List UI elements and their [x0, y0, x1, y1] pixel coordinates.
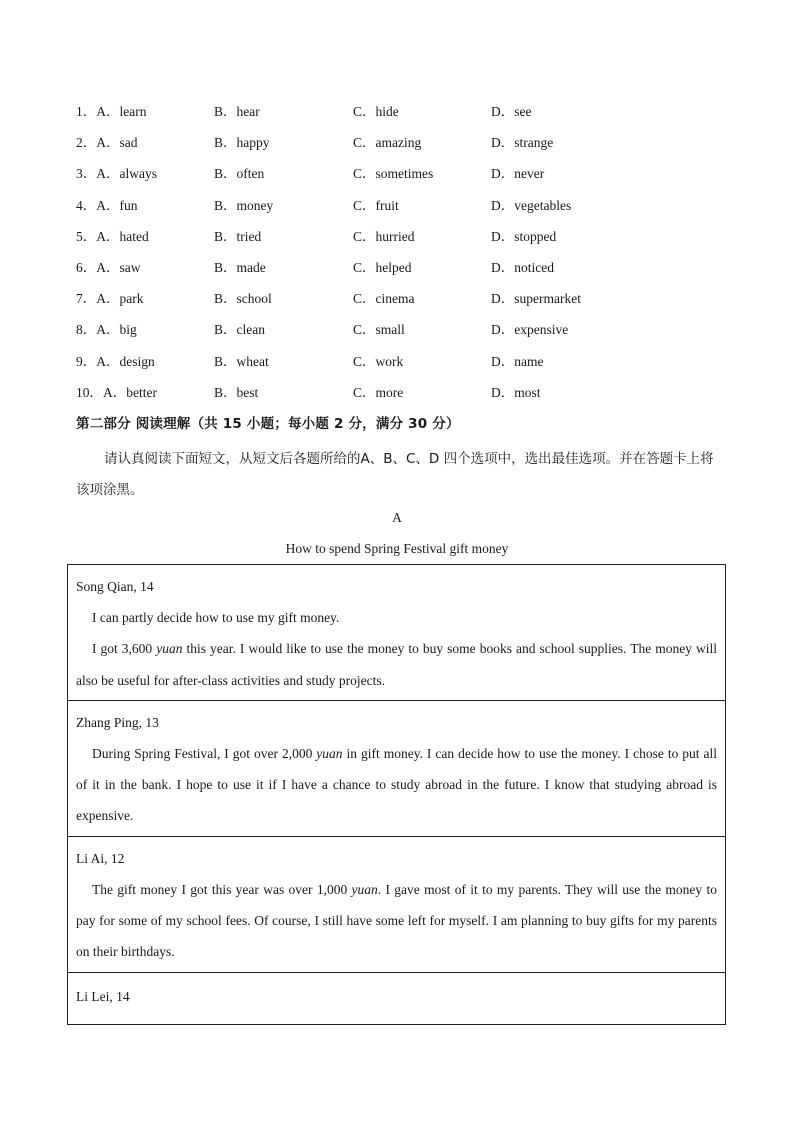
passage-label: A [392, 510, 402, 525]
italic-word: yuan [156, 641, 183, 657]
text: During Spring Festival, I got over 2,000 [92, 745, 317, 761]
option-d: D．most [491, 384, 541, 400]
option-row [76, 196, 716, 227]
option-a: 8．A．big [76, 322, 137, 338]
option-row [76, 258, 716, 289]
option-a: 5．A．hated [76, 228, 149, 244]
option-a: 3．A．always [76, 166, 157, 182]
option-a: 6．A．saw [76, 259, 141, 275]
option-c: C．cinema [353, 291, 415, 307]
option-row [76, 289, 716, 320]
entry-song-qian [68, 565, 725, 701]
option-d: D．supermarket [491, 291, 581, 307]
passage-title: How to spend Spring Festival gift money [285, 541, 509, 556]
option-a: 4．A．fun [76, 197, 138, 213]
option-b: B．wheat [214, 353, 269, 369]
entry-li-lei [68, 973, 725, 1025]
entry-zhang-ping [68, 701, 725, 837]
option-row [76, 383, 716, 414]
option-d: D．name [491, 353, 544, 369]
option-b: B．money [214, 197, 274, 213]
option-d: D．never [491, 166, 545, 182]
option-a: 7．A．park [76, 291, 144, 307]
italic-word: yuan [351, 881, 378, 897]
option-d: D．strange [491, 135, 554, 151]
option-c: C．hurried [353, 228, 415, 244]
option-c: C．more [353, 384, 404, 400]
entry-name: Zhang Ping, 13 [76, 714, 159, 730]
section-title: 第二部分 阅读理解（共 15 小题；每小题 2 分，满分 30 分） [76, 416, 460, 432]
option-d: D．noticed [491, 259, 554, 275]
option-b: B．best [214, 384, 259, 400]
option-row [76, 227, 716, 258]
entry-paragraph: I can partly decide how to use my gift money. [92, 610, 340, 625]
option-a: 9．A．design [76, 353, 155, 369]
option-b: B．often [214, 166, 265, 182]
option-b: B．clean [214, 322, 265, 338]
option-c: C．hide [353, 104, 399, 119]
option-row [76, 102, 716, 133]
option-c: C．sometimes [353, 166, 434, 182]
option-b: B．tried [214, 228, 262, 244]
option-row [76, 133, 716, 164]
text: in gift money. I can decide how to use the money. I chose to put all of it in the bank. I hope to use it if I have a chance to study abroad in the future. I know that studying abroad is expensive. [76, 745, 718, 824]
option-b: B．school [214, 291, 272, 307]
options-list [76, 102, 716, 414]
passage-table [67, 564, 726, 1025]
option-d: D．expensive [491, 322, 569, 338]
text: I got 3,600 [92, 641, 157, 657]
entry-paragraph [76, 874, 717, 968]
entry-name: Song Qian, 14 [76, 579, 154, 594]
entry-li-ai [68, 837, 725, 973]
option-c: C．helped [353, 259, 412, 275]
italic-word: yuan [316, 745, 343, 761]
text: The gift money I got this year was over 1,000 [92, 881, 352, 897]
entry-name: Li Ai, 12 [76, 850, 125, 866]
option-a: 10．A．better [76, 384, 157, 400]
option-row [76, 320, 716, 351]
option-row [76, 164, 716, 195]
option-d: D．see [491, 104, 532, 119]
option-a: 1．A．learn [76, 104, 147, 119]
option-c: C．work [353, 353, 404, 369]
option-c: C．small [353, 322, 405, 338]
option-b: B．hear [214, 104, 260, 119]
option-c: C．amazing [353, 135, 422, 151]
option-d: D．vegetables [491, 197, 572, 213]
entry-name: Li Lei, 14 [76, 988, 130, 1004]
text: this year. I would like to use the money to buy some books and school supplies. The money will also be useful for after-class activities and study projects. [76, 641, 717, 688]
option-row [76, 352, 716, 383]
section-instructions: 请认真阅读下面短文，从短文后各题所给的A、B、C、D 四个选项中，选出最佳选项。并在答题卡上将该项涂黑。 [76, 451, 714, 498]
option-b: B．made [214, 259, 266, 275]
option-a: 2．A．sad [76, 135, 138, 151]
option-b: B．happy [214, 135, 270, 151]
option-c: C．fruit [353, 197, 399, 213]
text: . I gave most of it to my parents. They will use the money to pay for some of my school fees. Of course, I still have some left for myself. I am planning to buy gifts for my parents on their birthdays. [76, 881, 717, 960]
entry-paragraph [76, 633, 717, 696]
option-d: D．stopped [491, 228, 557, 244]
entry-paragraph [76, 738, 717, 832]
